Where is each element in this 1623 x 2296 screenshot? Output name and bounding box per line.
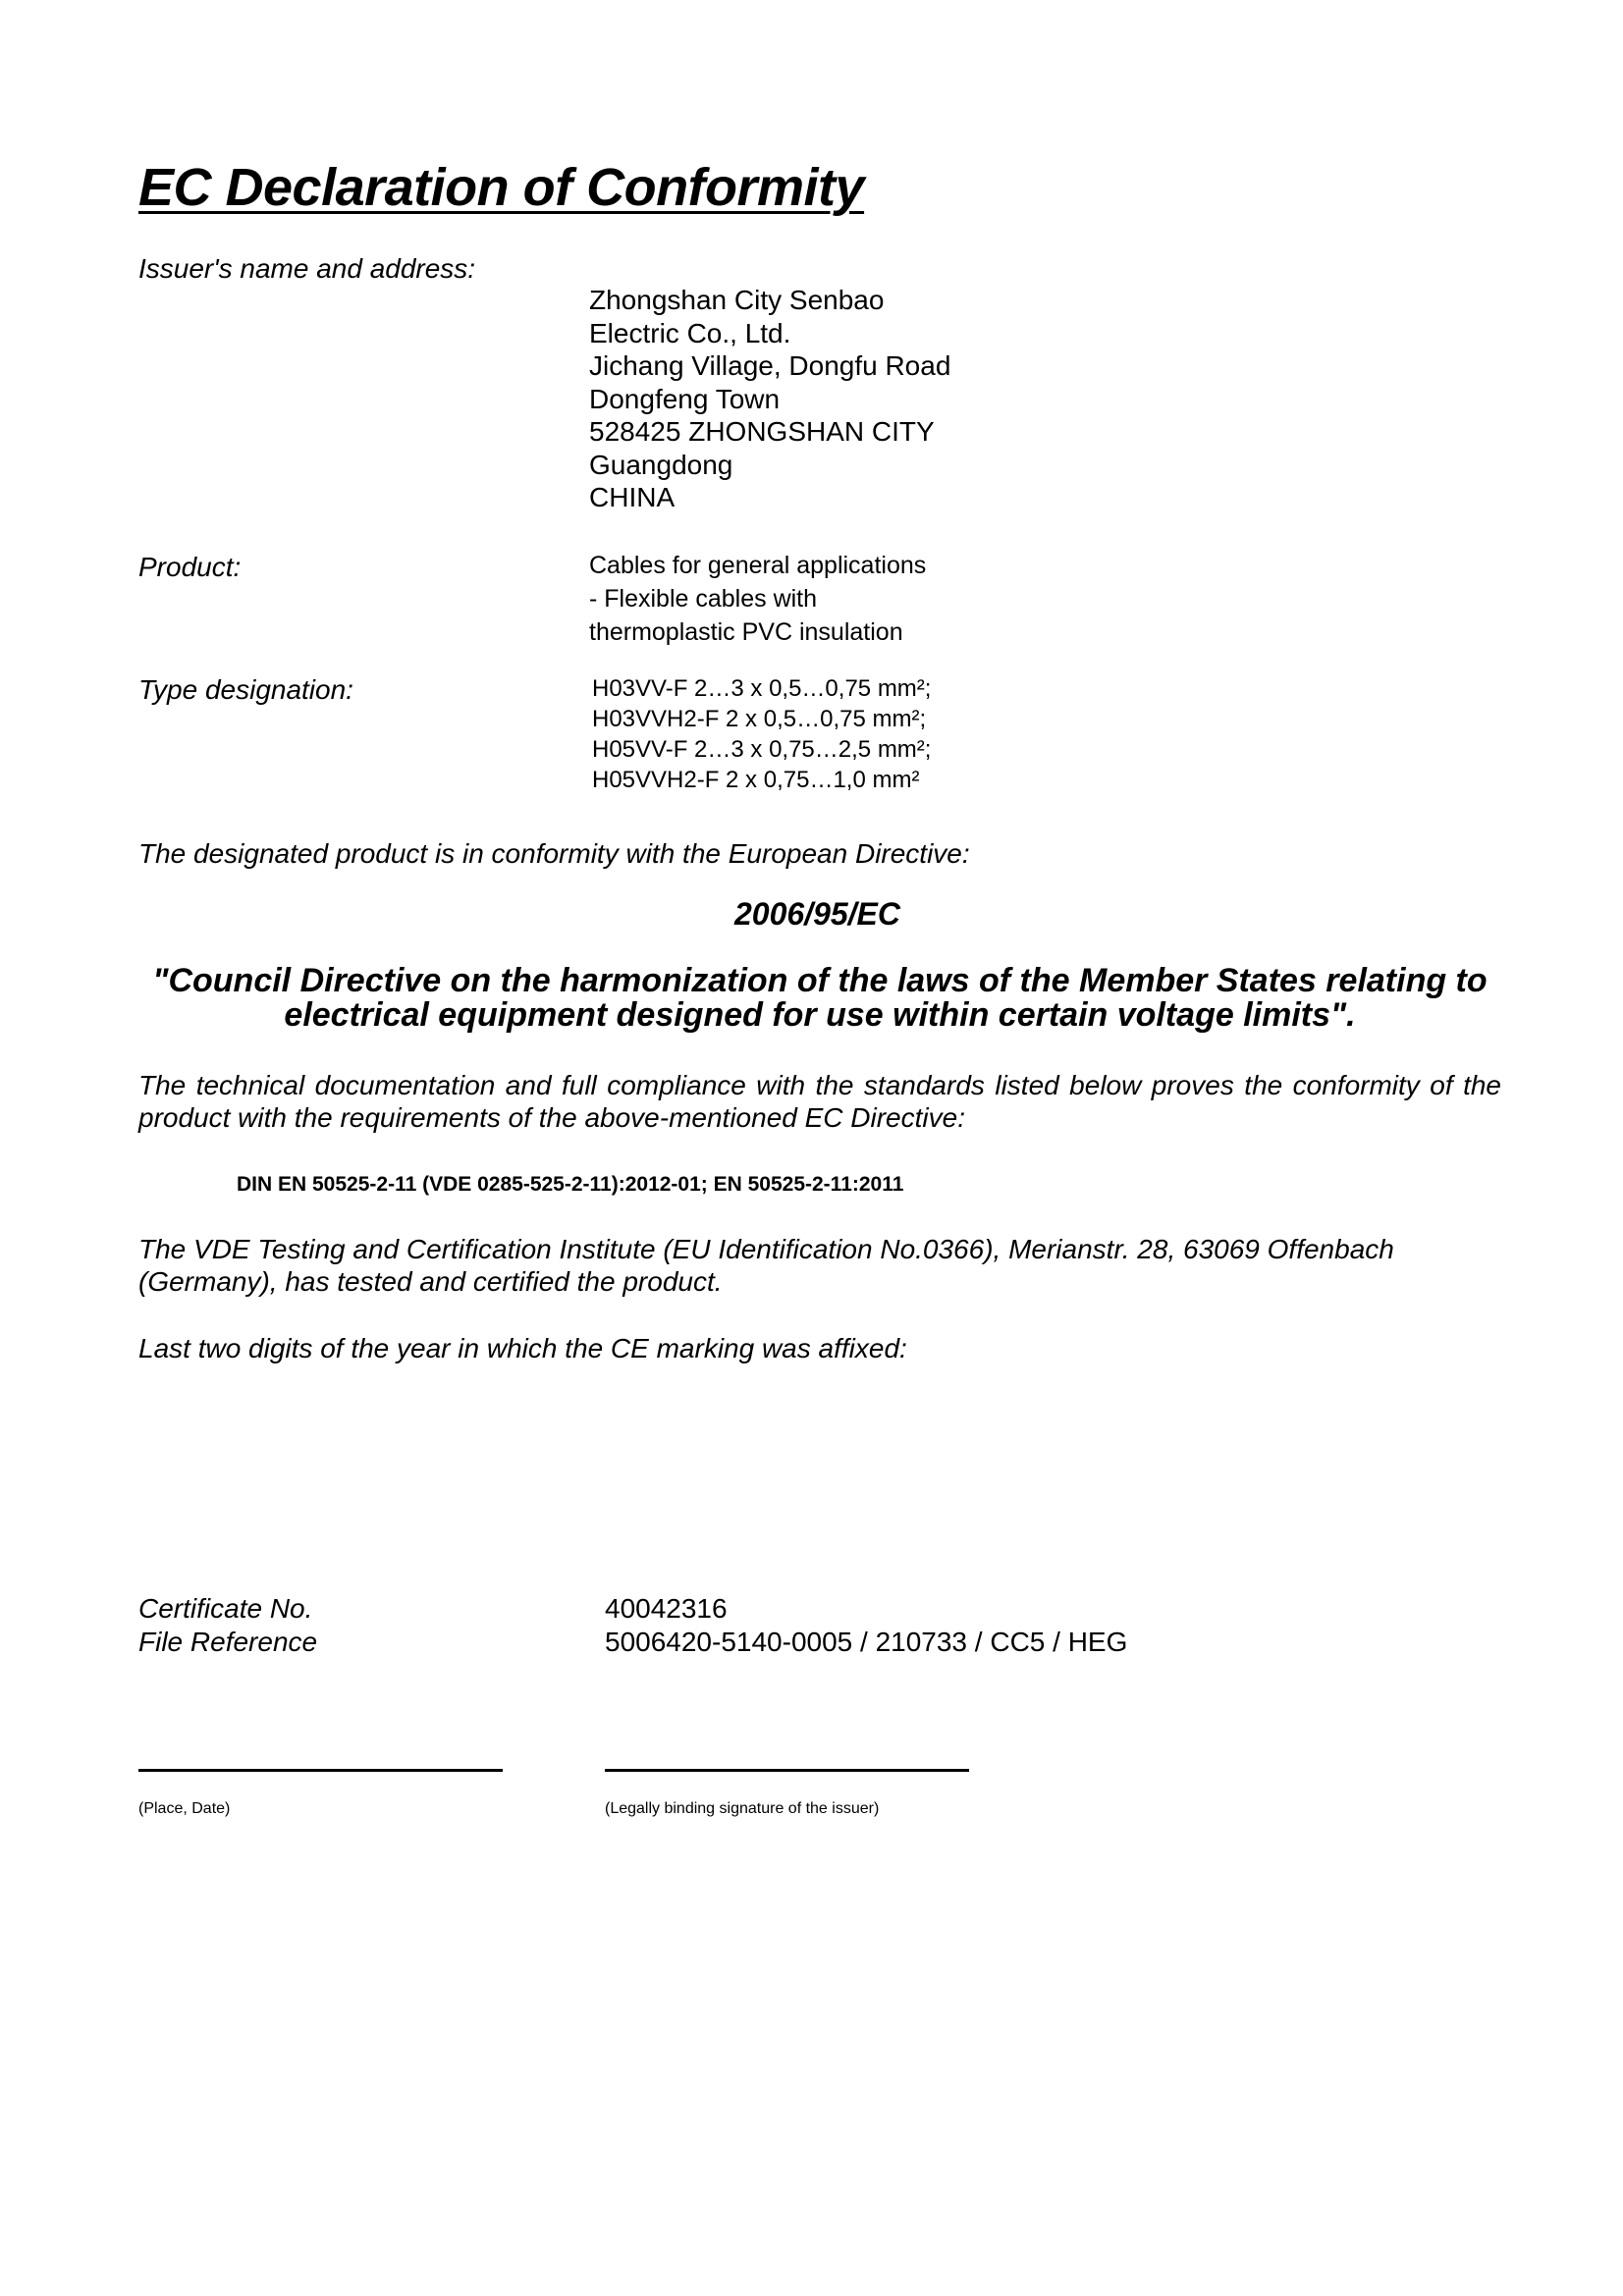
issuer-address-line: Jichang Village, Dongfu Road bbox=[589, 350, 951, 381]
place-date-line bbox=[138, 1769, 503, 1772]
product-line: thermoplastic PVC insulation bbox=[589, 618, 903, 646]
issuer-address-line: Zhongshan City Senbao bbox=[589, 285, 885, 315]
product-description bbox=[589, 549, 926, 649]
type-designation-line: H03VVH2-F 2 x 0,5…0,75 mm²; bbox=[592, 706, 927, 732]
place-date-caption: (Place, Date) bbox=[138, 1800, 231, 1817]
ce-marking-statement: Last two digits of the year in which the CE marking was affixed: bbox=[138, 1333, 907, 1363]
file-reference-value: 5006420-5140-0005 / 210733 / CC5 / HEG bbox=[605, 1627, 1128, 1657]
product-line: - Flexible cables with bbox=[589, 585, 818, 613]
standards-list: DIN EN 50525-2-11 (VDE 0285-525-2-11):2012-01; EN 50525-2-11:2011 bbox=[237, 1173, 904, 1196]
product-label: Product: bbox=[138, 552, 242, 582]
issuer-address-line: Guangdong bbox=[589, 449, 733, 480]
certificate-number: 40042316 bbox=[605, 1593, 728, 1624]
document-title: EC Declaration of Conformity bbox=[138, 158, 865, 217]
type-designation-line: H03VV-F 2…3 x 0,5…0,75 mm²; bbox=[592, 675, 932, 702]
issuer-label: Issuer's name and address: bbox=[138, 253, 476, 284]
type-designation-label: Type designation: bbox=[138, 674, 353, 705]
type-designation-line: H05VVH2-F 2 x 0,75…1,0 mm² bbox=[592, 767, 920, 793]
directive-title: "Council Directive on the harmonization of the laws of the Member States relating to electrical equipment designed for use within certain voltage limits". bbox=[152, 962, 1488, 1034]
product-line: Cables for general applications bbox=[589, 552, 927, 579]
signature-caption: (Legally binding signature of the issuer) bbox=[605, 1800, 880, 1817]
issuer-address-line: CHINA bbox=[589, 482, 676, 512]
testing-statement: The VDE Testing and Certification Institute (EU Identification No.0366), Merianstr. 28, 63069 Offenbach (Germany), has tested and certified the product. bbox=[138, 1234, 1394, 1297]
issuer-address bbox=[589, 284, 950, 514]
issuer-address-line: Dongfeng Town bbox=[589, 383, 781, 414]
file-reference-label: File Reference bbox=[138, 1627, 318, 1657]
signature-line bbox=[605, 1769, 969, 1772]
directive-number: 2006/95/EC bbox=[733, 896, 900, 932]
certificate-label: Certificate No. bbox=[138, 1593, 313, 1624]
type-designation-line: H05VV-F 2…3 x 0,75…2,5 mm²; bbox=[592, 736, 932, 763]
technical-documentation-statement: The technical documentation and full compliance with the standards listed below proves the conformity of the product with the requirements of the above-mentioned EC Directive: bbox=[138, 1070, 1501, 1133]
conformity-statement: The designated product is in conformity with the European Directive: bbox=[138, 838, 970, 869]
type-designation-list bbox=[592, 673, 931, 795]
issuer-address-line: Electric Co., Ltd. bbox=[589, 317, 791, 348]
issuer-address-line: 528425 ZHONGSHAN CITY bbox=[589, 416, 935, 447]
